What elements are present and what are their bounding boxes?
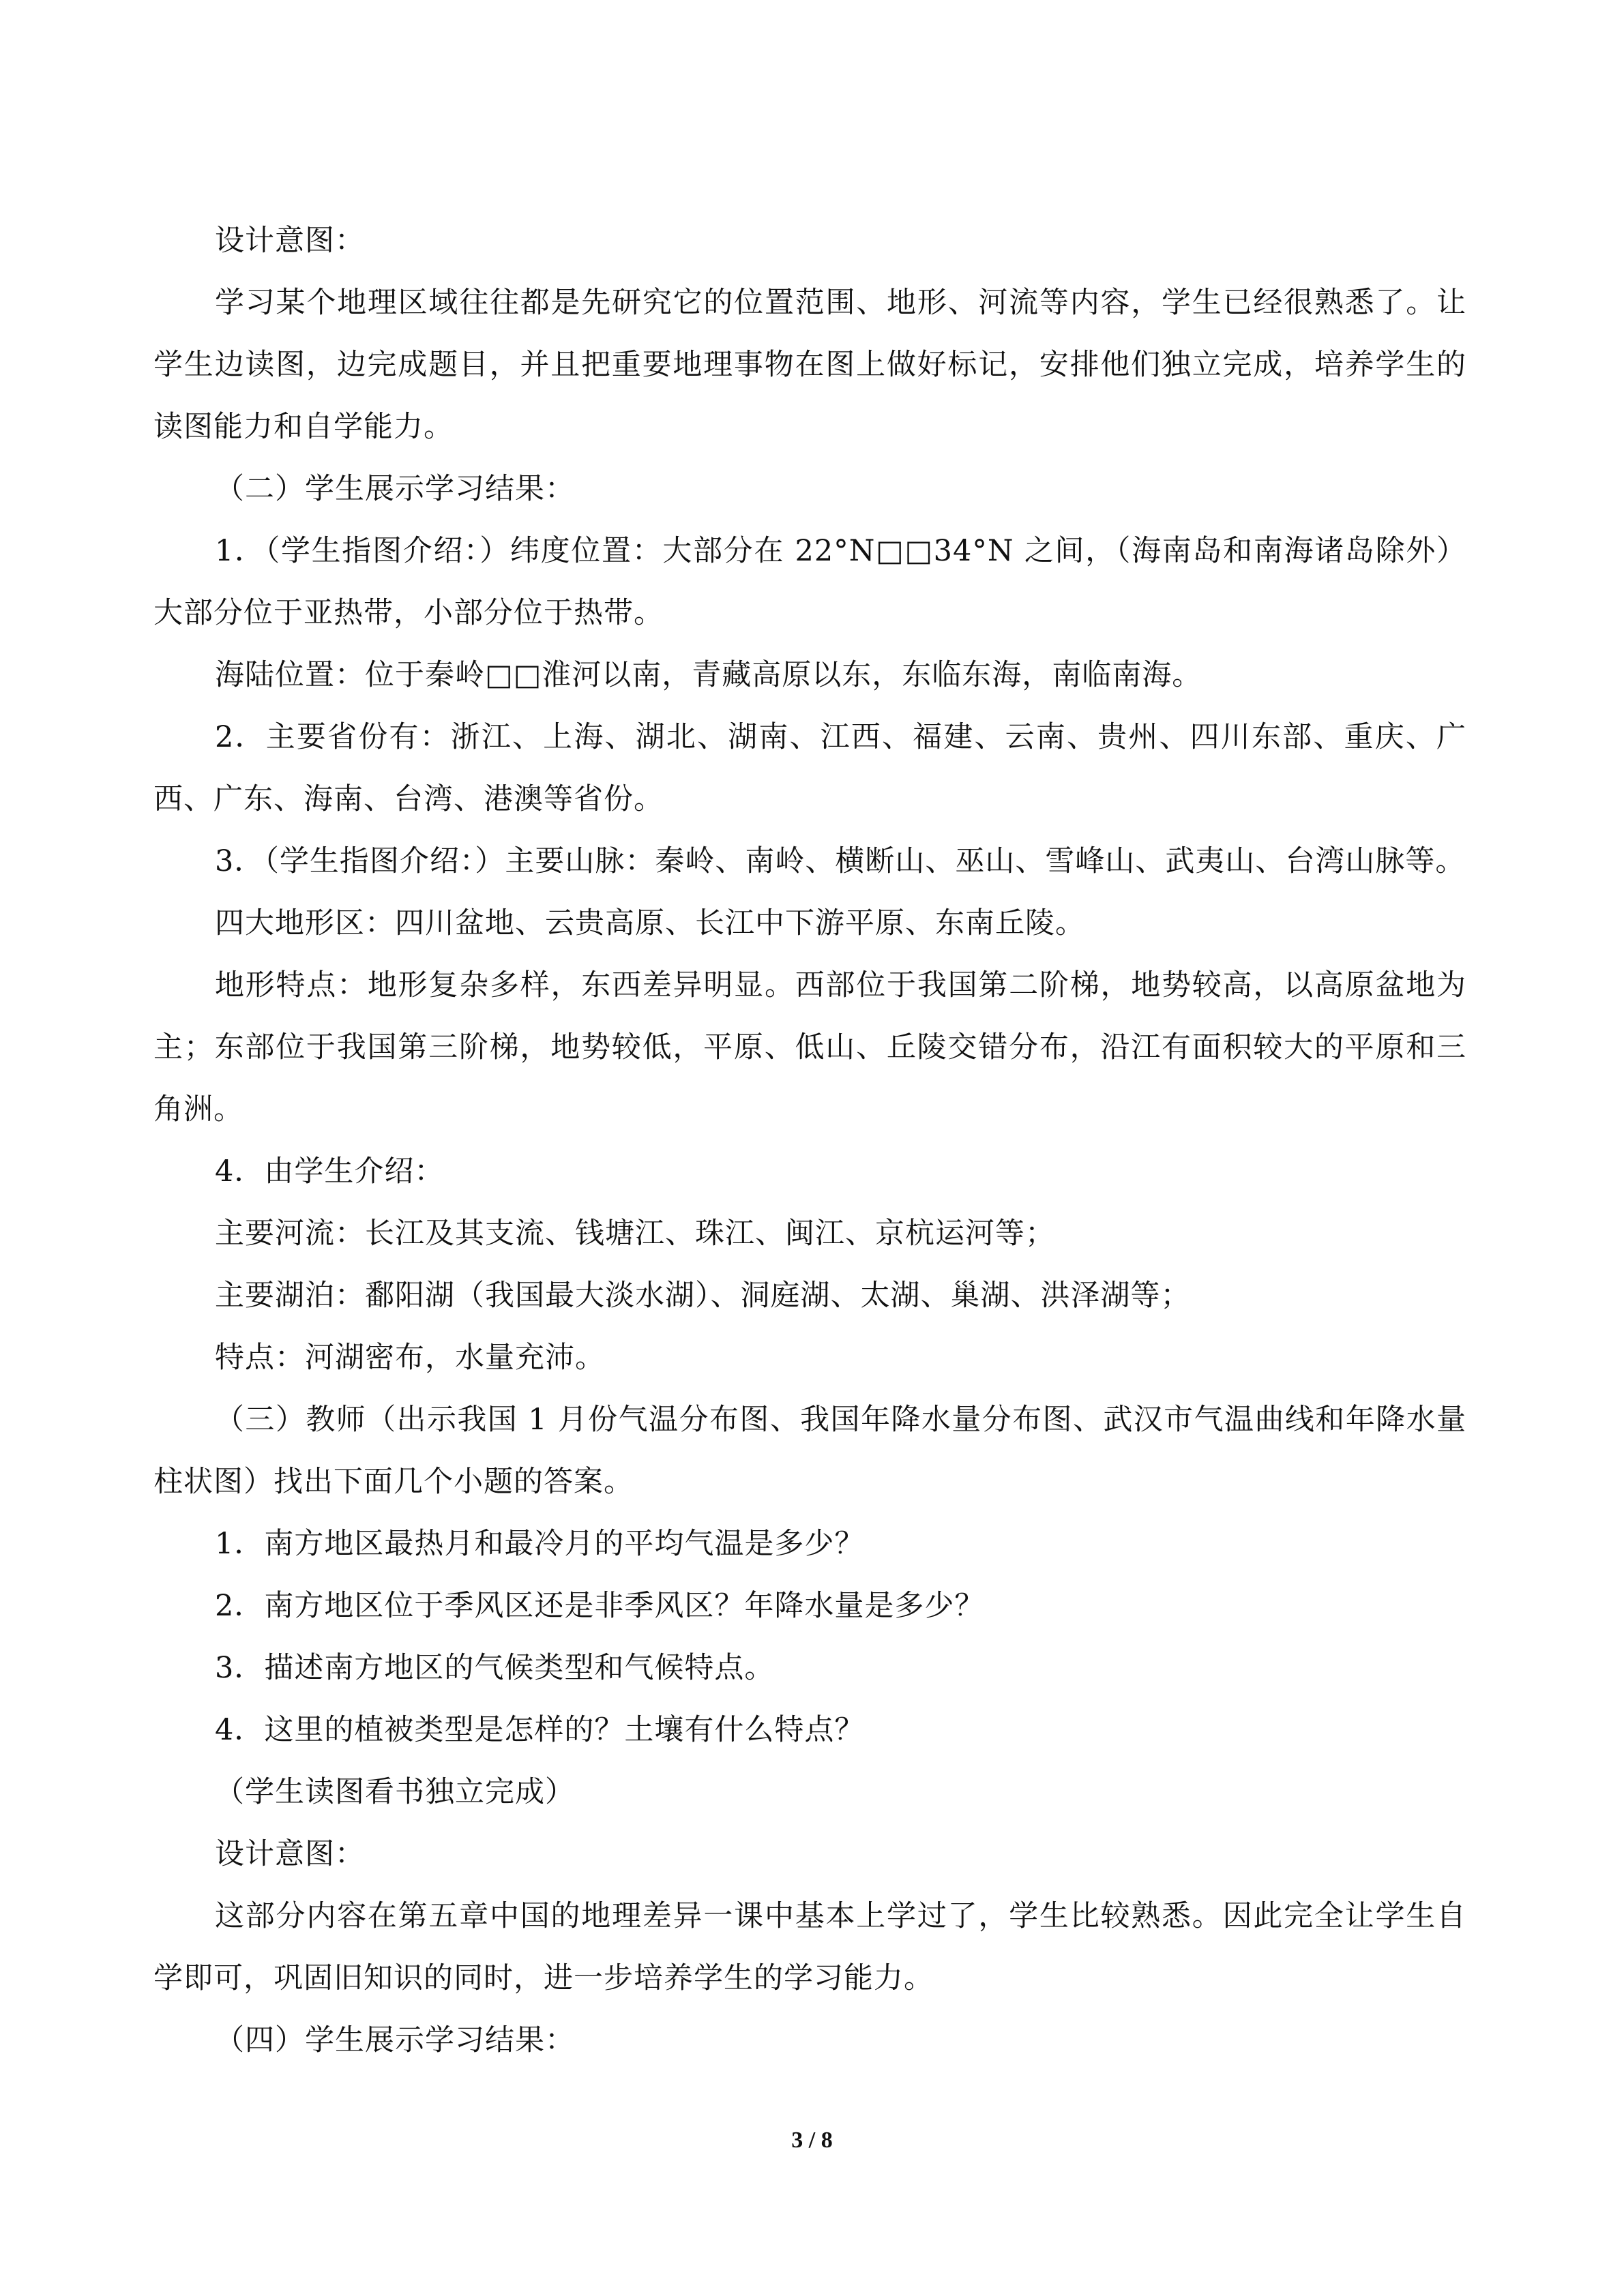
paragraph-question-1: 1．南方地区最热月和最冷月的平均气温是多少？	[215, 1527, 865, 1561]
paragraph-design-intent-heading-2: 设计意图：	[215, 1837, 365, 1871]
paragraph-terrain-features: 地形特点：地形复杂多样，东西差异明显。西部位于我国第二阶梯，地势较高，以高原盆地为主；东部位于我国第三阶梯，地势较低，平原、低山、丘陵交错分布，沿江有面积较大的平原和三角洲。	[153, 968, 1466, 1127]
paragraph-main-mountains: 3．（学生指图介绍：）主要山脉：秦岭、南岭、横断山、巫山、雪峰山、武夷山、台湾山脉等。	[215, 844, 1466, 878]
paragraph-design-intent-text: 学习某个地理区域往往都是先研究它的位置范围、地形、河流等内容，学生已经很熟悉了。让学生边读图，边完成题目，并且把重要地理事物在图上做好标记，安排他们独立完成，培养学生的读图能力和自学能力。	[153, 286, 1466, 444]
paragraph-section-two-heading: （二）学生展示学习结果：	[215, 472, 575, 506]
paragraph-latitude-position: 1．（学生指图介绍：）纬度位置：大部分在 22°N□□34°N 之间，（海南岛和南海诸岛除外）大部分位于亚热带，小部分位于热带。	[153, 534, 1466, 630]
paragraph-water-features: 特点：河湖密布，水量充沛。	[215, 1341, 605, 1375]
paragraph-student-intro: 4．由学生介绍：	[215, 1154, 445, 1189]
paragraph-design-intent-heading: 设计意图：	[215, 224, 365, 258]
paragraph-main-provinces: 2．主要省份有：浙江、上海、湖北、湖南、江西、福建、云南、贵州、四川东部、重庆、广西、广东、海南、台湾、港澳等省份。	[153, 720, 1466, 816]
paragraph-question-4: 4．这里的植被类型是怎样的？土壤有什么特点？	[215, 1713, 865, 1747]
paragraph-main-rivers: 主要河流：长江及其支流、钱塘江、珠江、闽江、京杭运河等；	[215, 1217, 1055, 1251]
page-number: 3 / 8	[791, 2128, 833, 2153]
paragraph-section-three-heading: （三）教师（出示我国 1 月份气温分布图、我国年降水量分布图、武汉市气温曲线和年降水量柱状图）找出下面几个小题的答案。	[153, 1403, 1466, 1499]
document-body	[153, 210, 1466, 2072]
paragraph-main-lakes: 主要湖泊：鄱阳湖（我国最大淡水湖）、洞庭湖、太湖、巢湖、洪泽湖等；	[215, 1279, 1191, 1313]
paragraph-question-2: 2．南方地区位于季风区还是非季风区？年降水量是多少？	[215, 1589, 985, 1623]
paragraph-student-self-study: （学生读图看书独立完成）	[215, 1775, 575, 1809]
paragraph-question-3: 3．描述南方地区的气候类型和气候特点。	[215, 1651, 775, 1685]
paragraph-sea-land-position: 海陆位置：位于秦岭□□淮河以南，青藏高原以东，东临东海，南临南海。	[215, 658, 1202, 692]
paragraph-section-four-heading: （四）学生展示学习结果：	[215, 2023, 575, 2057]
paragraph-design-intent-text-2: 这部分内容在第五章中国的地理差异一课中基本上学过了，学生比较熟悉。因此完全让学生自学即可，巩固旧知识的同时，进一步培养学生的学习能力。	[153, 1899, 1466, 1995]
paragraph-landform-regions: 四大地形区：四川盆地、云贵高原、长江中下游平原、东南丘陵。	[215, 906, 1085, 940]
